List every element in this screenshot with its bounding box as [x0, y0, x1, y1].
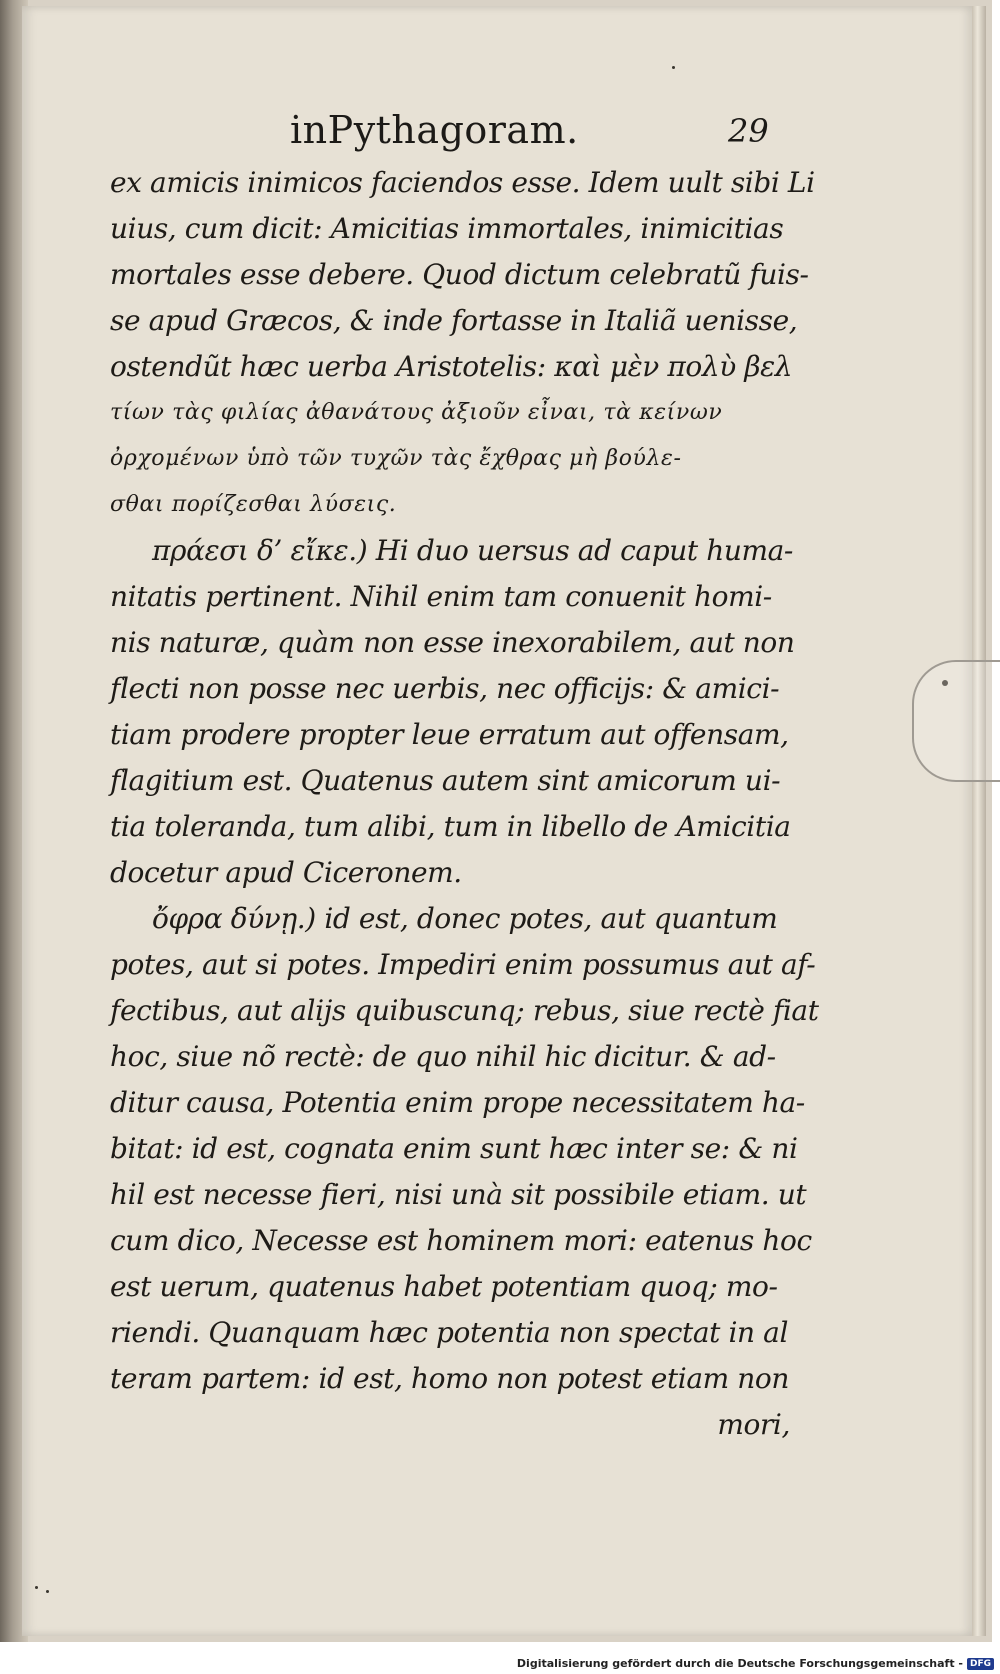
- text-line: hoc, siue nõ rectè: de quo nihil hic dicitur. & ad-: [110, 1040, 776, 1073]
- bookmark-tab: [912, 660, 1000, 782]
- text-line: hil est necesse fieri, nisi unà sit possibile etiam. ut: [110, 1178, 807, 1211]
- text-line: tia toleranda, tum alibi, tum in libello de Amicitia: [110, 810, 791, 843]
- text-line: cum dico, Necesse est hominem mori: eatenus hoc: [110, 1224, 812, 1257]
- text-line: τίων τὰς φιλίας ἀθανάτους ἀξιοῦν εἶναι, τὰ κείνων: [110, 400, 723, 425]
- text-line: mori,: [717, 1408, 790, 1441]
- page-fore-edge: [972, 6, 986, 1636]
- text-line: riendi. Quanquam hæc potentia non spectat in al: [110, 1316, 789, 1349]
- text-line: nitatis pertinent. Nihil enim tam conuenit homi-: [110, 580, 772, 613]
- text-line: bitat: id est, cognata enim sunt hæc inter se: & ni: [110, 1132, 798, 1165]
- text-line: teram partem: id est, homo non potest etiam non: [110, 1362, 790, 1395]
- digitization-credit: [517, 1657, 994, 1670]
- text-line: ex amicis inimicos faciendos esse. Idem uult sibi Li: [110, 166, 815, 199]
- text-line: ditur causa, Potentia enim prope necessitatem ha-: [110, 1086, 805, 1119]
- text-line: est uerum, quatenus habet potentiam quoq; mo-: [110, 1270, 778, 1303]
- ink-speck: [35, 1586, 38, 1589]
- text-line: docetur apud Ciceronem.: [110, 856, 462, 889]
- page-number: 29: [728, 112, 769, 150]
- text-line: fectibus, aut alijs quibuscunq; rebus, siue rectè fiat: [110, 994, 819, 1027]
- credit-text: Digitalisierung gefördert durch die Deutsche Forschungsgemeinschaft -: [516, 1657, 963, 1670]
- ink-speck: [46, 1590, 49, 1593]
- dfg-logo: DFG: [967, 1658, 994, 1670]
- text-line: ostendũt hæc uerba Aristotelis: καὶ μὲν πολὺ βελ: [110, 350, 793, 383]
- text-line: mortales esse debere. Quod dictum celebratũ fuis-: [110, 258, 809, 291]
- text-line: tiam prodere propter leue erratum aut offensam,: [110, 718, 789, 751]
- text-line: ὀρχομένων ὑπὸ τῶν τυχῶν τὰς ἔχθρας μὴ βούλε-: [110, 446, 682, 471]
- text-line: se apud Græcos, & inde fortasse in Italiã uenisse,: [110, 304, 798, 337]
- text-line: nis naturæ, quàm non esse inexorabilem, aut non: [110, 626, 795, 659]
- text-line: πράεσι δ’ εἴκε.) Hi duo uersus ad caput huma-: [152, 534, 793, 567]
- text-line: σθαι πορίζεσθαι λύσεις.: [110, 492, 397, 517]
- text-line: ὄφρα δύνῃ.) id est, donec potes, aut quantum: [152, 902, 778, 935]
- text-line: potes, aut si potes. Impediri enim possumus aut af-: [110, 948, 816, 981]
- body-text: [110, 160, 819, 1448]
- text-line: flagitium est. Quatenus autem sint amicorum ui-: [110, 764, 781, 797]
- text-line: flecti non posse nec uerbis, nec officijs: & amici-: [110, 672, 780, 705]
- text-line: uius, cum dicit: Amicitias immortales, inimicitias: [110, 212, 784, 245]
- bookmark-dot: [942, 680, 948, 686]
- running-head: inPythagoram.: [290, 108, 579, 152]
- ink-speck: [672, 66, 675, 69]
